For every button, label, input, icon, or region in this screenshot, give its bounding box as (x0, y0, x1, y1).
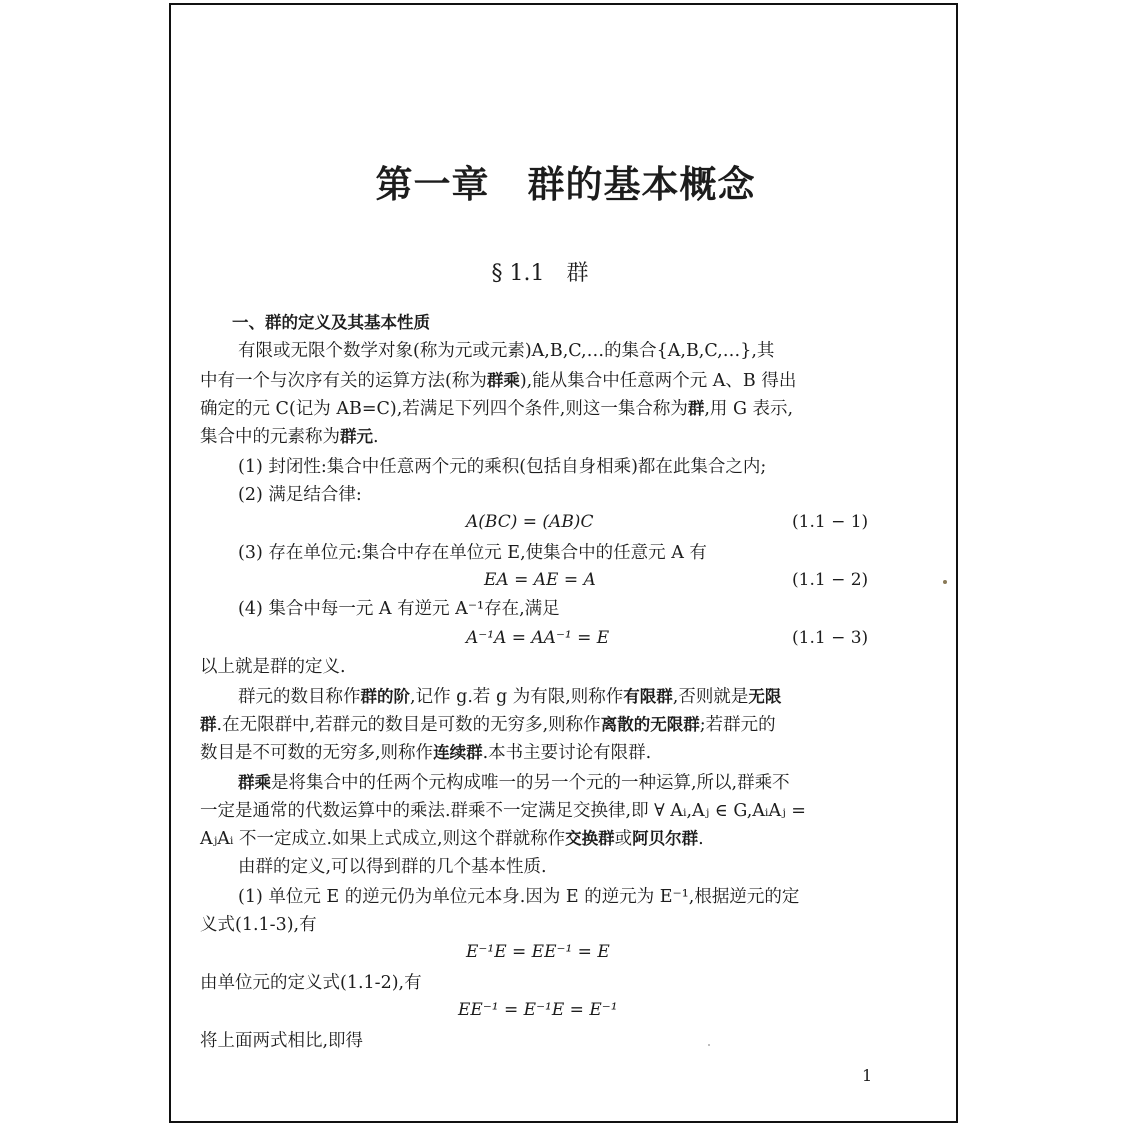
p1-line2-c: ),能从集合中任意两个元 A、B 得出 (519, 371, 797, 391)
equation-3-number: (1.1 − 3) (792, 628, 869, 648)
paper-speck (943, 580, 947, 584)
property-1-line3: 由单位元的定义式(1.1-2),有 (200, 973, 422, 993)
condition-4: (4) 集合中每一元 A 有逆元 A⁻¹存在,满足 (238, 599, 560, 619)
p2-line1-e: ,否则就是 (672, 687, 749, 707)
equation-3: A⁻¹A = AA⁻¹ = E (466, 628, 610, 648)
condition-3: (3) 存在单位元:集合中存在单位元 E,使集合中的任意元 A 有 (238, 543, 707, 563)
p2-line1 (238, 686, 781, 708)
p1-line3-c: ,用 G 表示, (704, 399, 794, 419)
p2-line2 (200, 714, 776, 736)
term-continuous-group: 连续群 (433, 743, 483, 762)
p1-line3-a: 确定的元 C(记为 AB=C),若满足下列四个条件,则这一集合称为 (200, 399, 688, 419)
equation-1-number: (1.1 − 1) (792, 512, 869, 532)
condition-1: (1) 封闭性:集合中任意两个元的乘积(包括自身相乘)都在此集合之内; (238, 457, 767, 477)
term-group-2: 群 (200, 715, 217, 734)
page-number: 1 (862, 1066, 873, 1085)
p2-line1-c: ,记作 g.若 g 为有限,则称作 (410, 687, 624, 707)
equation-4: E⁻¹E = EE⁻¹ = E (466, 942, 610, 962)
equation-2-number: (1.1 − 2) (792, 570, 869, 590)
chapter-title: 第一章 群的基本概念 (375, 163, 756, 206)
p2-line3 (200, 742, 651, 764)
definition-end: 以上就是群的定义. (200, 657, 346, 677)
condition-2: (2) 满足结合律: (238, 485, 362, 505)
p3-line3-a: AⱼAᵢ 不一定成立.如果上式成立,则这个群就称作 (200, 829, 566, 849)
p3-line3-e: . (698, 829, 704, 849)
term-order: 群的阶 (360, 687, 410, 706)
p3-line1-b: 是将集合中的任两个元构成唯一的另一个元的一种运算,所以,群乘不 (271, 773, 790, 793)
p1-line3 (200, 398, 793, 420)
p1-line4-c: . (373, 427, 379, 447)
term-discrete-infinite-group: 离散的无限群 (600, 715, 700, 734)
p2-line3-a: 数目是不可数的无穷多,则称作 (200, 743, 434, 763)
p2-line2-b: .在无限群中,若群元的数目是可数的无穷多,则称作 (216, 715, 601, 735)
term-finite-group: 有限群 (623, 687, 673, 706)
property-1-line4: 将上面两式相比,即得 (200, 1031, 364, 1051)
term-group-multiplication-2: 群乘 (238, 773, 271, 792)
term-commutative-group: 交换群 (565, 829, 615, 848)
p1-line2-a: 中有一个与次序有关的运算方法(称为 (200, 371, 487, 391)
term-group-element: 群元 (340, 427, 373, 446)
term-abelian-group: 阿贝尔群 (632, 829, 699, 848)
p3-line1 (238, 772, 790, 794)
subsection-heading: 一、群的定义及其基本性质 (232, 313, 430, 332)
p1-line4 (200, 426, 379, 448)
property-1-line2: 义式(1.1-3),有 (200, 915, 317, 935)
term-infinite: 无限 (748, 687, 782, 706)
equation-1: A(BC) = (AB)C (466, 512, 594, 532)
p1-line2 (200, 370, 796, 392)
term-group: 群 (687, 399, 705, 418)
equation-5: EE⁻¹ = E⁻¹E = E⁻¹ (458, 1000, 618, 1020)
paper-speck-small (708, 1044, 710, 1046)
p1-line4-a: 集合中的元素称为 (200, 427, 340, 447)
property-1-line1: (1) 单位元 E 的逆元仍为单位元本身.因为 E 的逆元为 E⁻¹,根据逆元的定 (238, 887, 800, 907)
p3-line3-c: 或 (614, 829, 633, 849)
p4: 由群的定义,可以得到群的几个基本性质. (238, 857, 547, 877)
p1-line1: 有限或无限个数学对象(称为元或元素)A,B,C,…的集合{A,B,C,…},其 (238, 341, 775, 361)
p3-line2: 一定是通常的代数运算中的乘法.群乘不一定满足交换律,即 ∀ Aᵢ,Aⱼ ∈ G,AᵢAⱼ = (200, 801, 806, 821)
p2-line1-a: 群元的数目称作 (238, 687, 361, 707)
term-group-multiplication: 群乘 (486, 371, 520, 390)
p3-line3 (200, 828, 704, 850)
p2-line2-d: ;若群元的 (699, 715, 776, 735)
equation-2: EA = AE = A (484, 570, 596, 590)
section-title: § 1.1 群 (491, 261, 589, 286)
p2-line3-c: .本书主要讨论有限群. (482, 743, 652, 763)
